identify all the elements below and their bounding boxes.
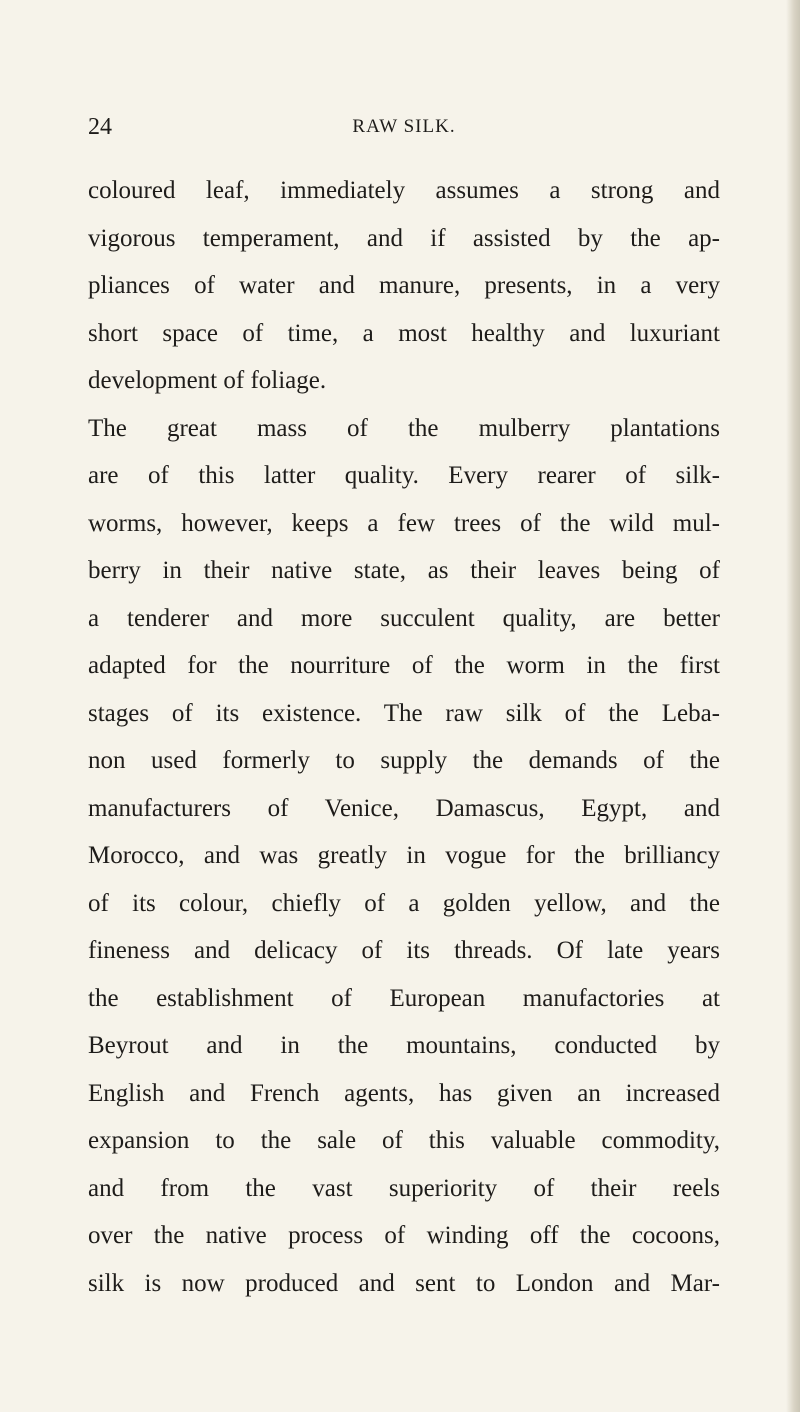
text-line: a tenderer and more succulent quality, are better — [88, 604, 720, 632]
text-line: stages of its existence. The raw silk of the Leba- — [88, 699, 720, 727]
text-line: worms, however, keeps a few trees of the wild mul- — [88, 509, 720, 537]
text-line: vigorous temperament, and if assisted by the ap- — [88, 224, 720, 252]
text-line: Morocco, and was greatly in vogue for the brilliancy — [88, 842, 720, 869]
text-line: manufacturers of Venice, Damascus, Egypt, and — [88, 794, 720, 822]
text-line: over the native process of winding off the cocoons, — [88, 1222, 720, 1249]
text-line: development of foliage. — [88, 367, 327, 394]
text-line: English and French agents, has given an increased — [88, 1079, 720, 1107]
text-line: silk is now produced and sent to London and Mar- — [88, 1269, 720, 1297]
page-edge — [786, 0, 800, 1412]
running-title: RAW SILK. — [352, 116, 456, 137]
text-line: fineness and delicacy of its threads. Of late years — [88, 937, 720, 964]
body-text — [88, 167, 720, 1307]
text-line: of its colour, chiefly of a golden yellow, and the — [88, 889, 720, 917]
text-line: coloured leaf, immediately assumes a strong and — [88, 177, 720, 204]
text-line: Beyrout and in the mountains, conducted by — [88, 1032, 720, 1059]
text-line: berry in their native state, as their leaves being of — [88, 557, 720, 584]
text-line: non used formerly to supply the demands of the — [88, 747, 720, 774]
text-line: the establishment of European manufactories at — [88, 984, 720, 1012]
text-line: The great mass of the mulberry plantations — [88, 414, 720, 442]
text-line: and from the vast superiority of their reels — [88, 1174, 720, 1202]
text-line: pliances of water and manure, presents, in a very — [88, 272, 720, 299]
page-number: 24 — [88, 114, 112, 140]
text-line: are of this latter quality. Every rearer of silk- — [88, 462, 720, 489]
text-line: expansion to the sale of this valuable commodity, — [88, 1127, 720, 1154]
text-line: adapted for the nourriture of the worm in the first — [88, 652, 720, 679]
running-head — [88, 112, 720, 142]
text-line: short space of time, a most healthy and luxuriant — [88, 319, 720, 347]
